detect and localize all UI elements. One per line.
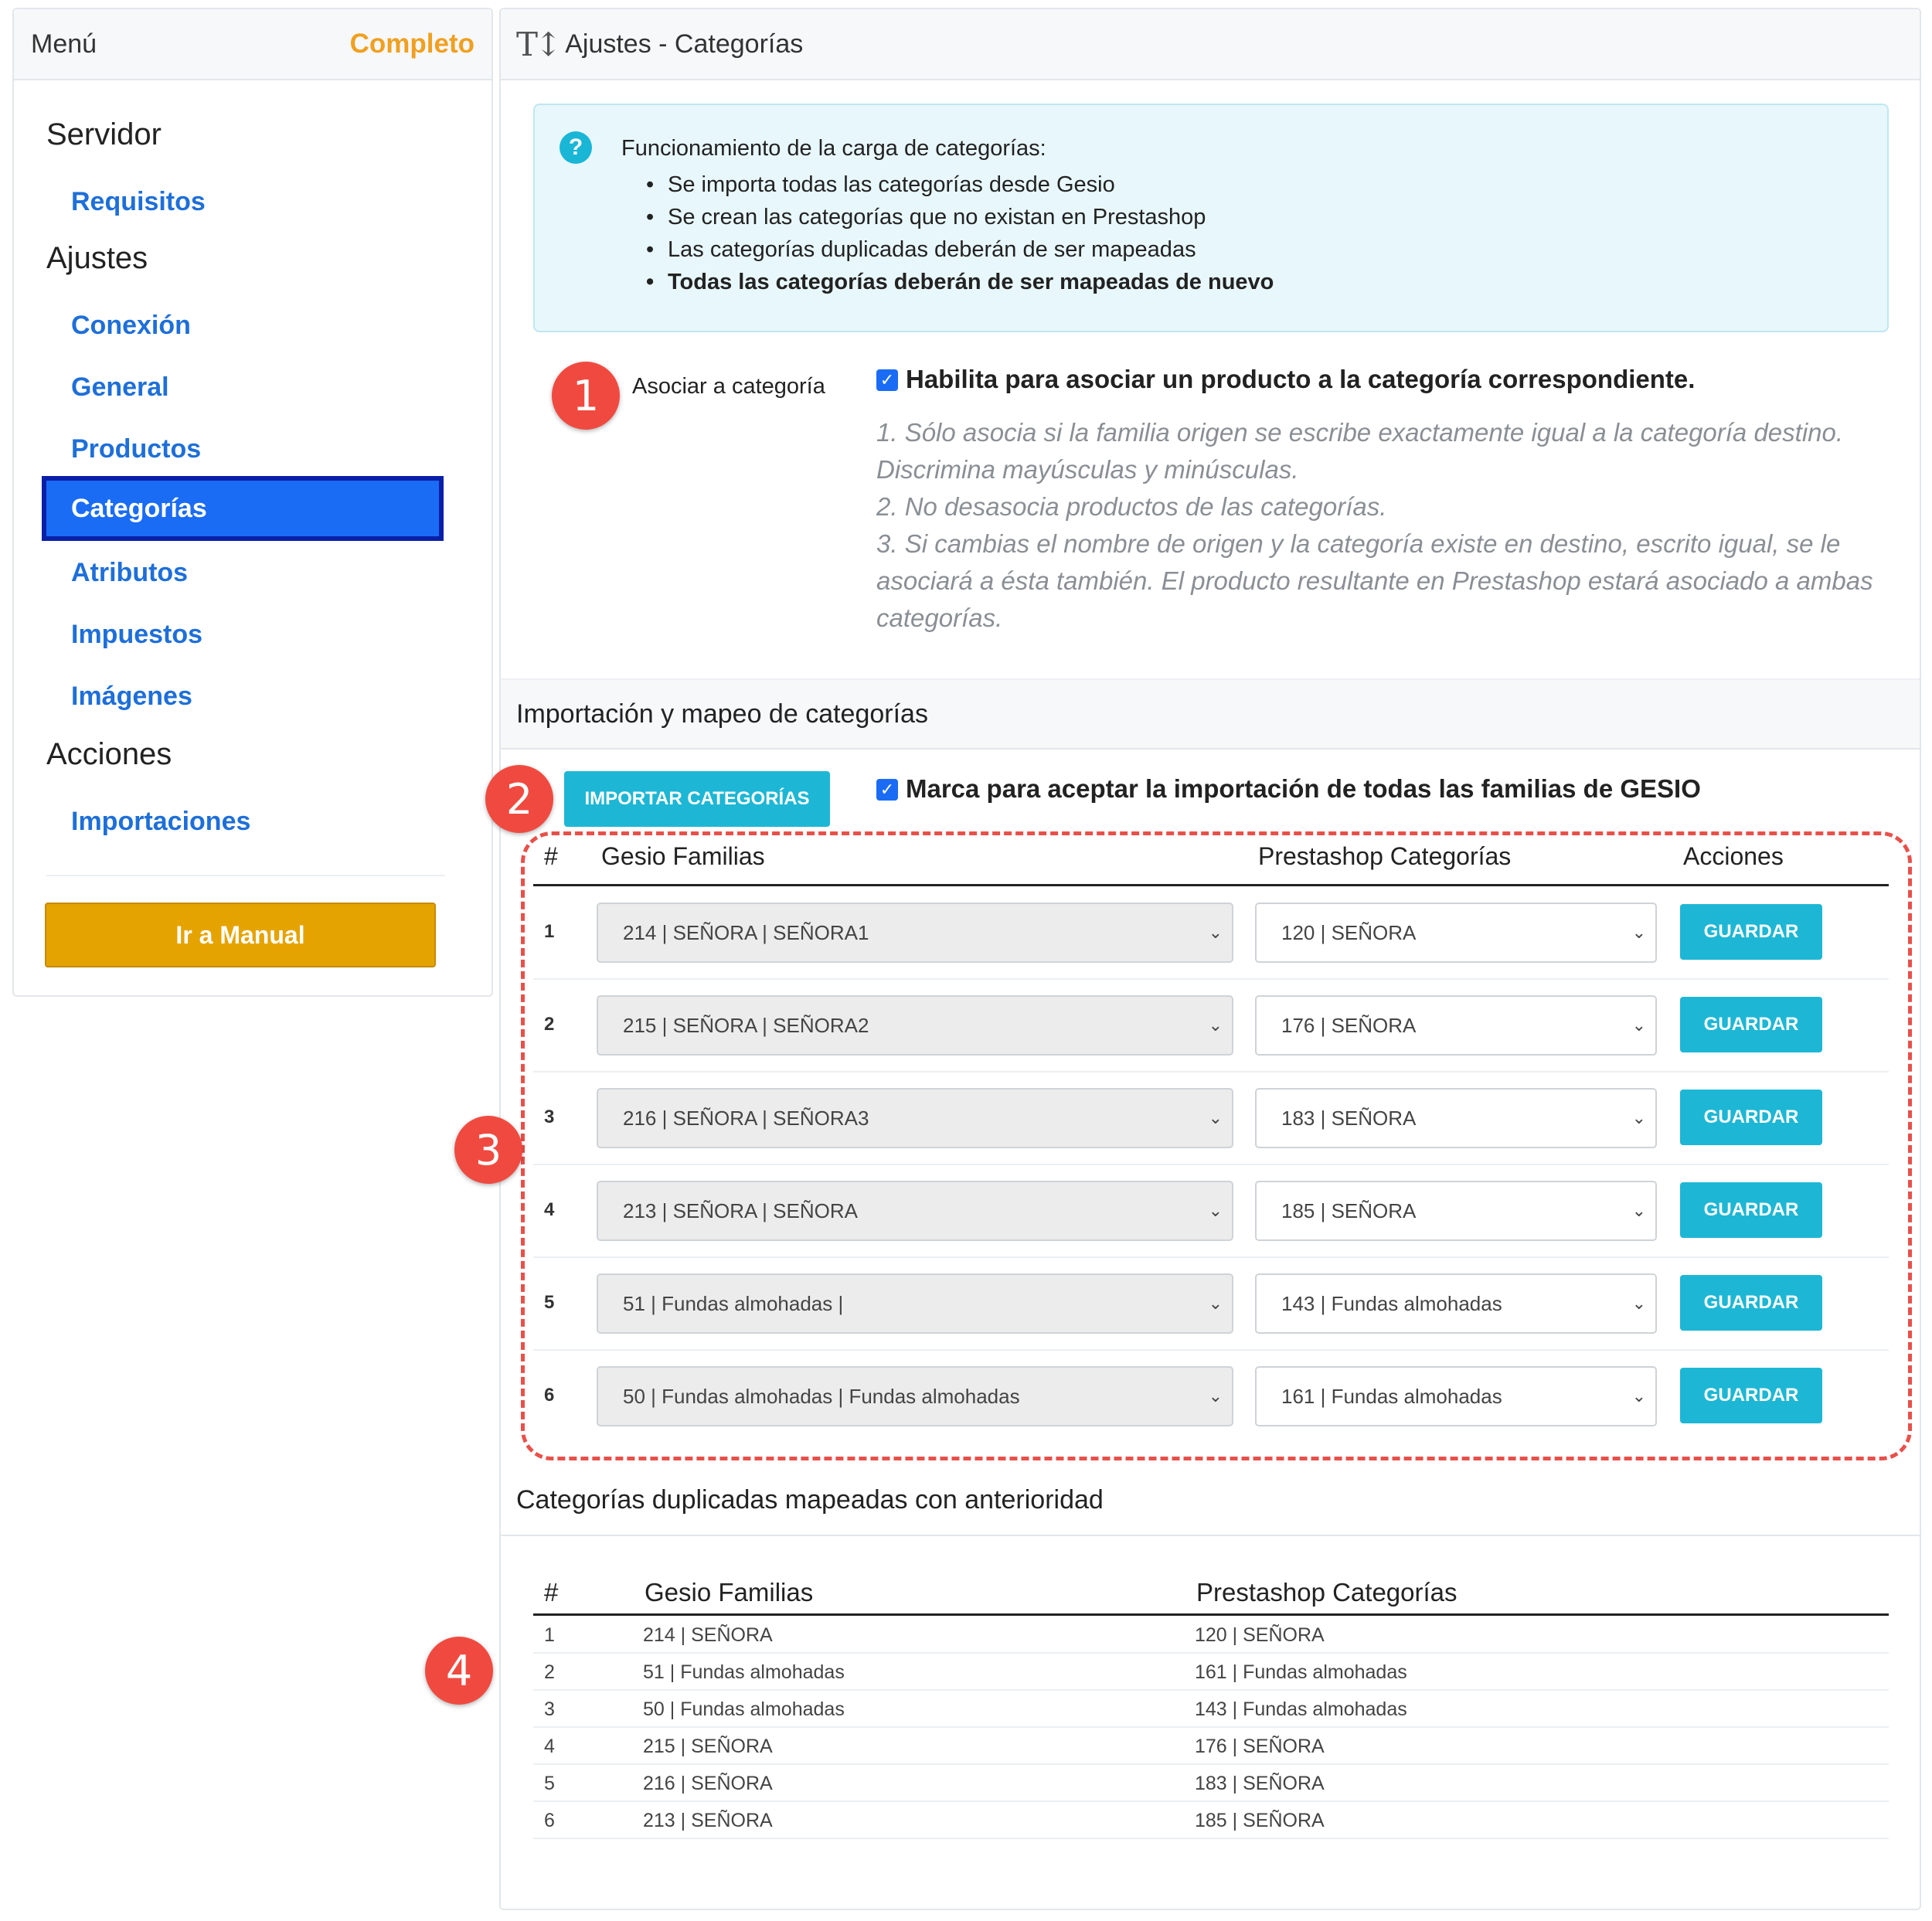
main-panel [445, 8, 1921, 1910]
sidebar-header [14, 9, 492, 80]
col-header-gesio: Gesio Familias [601, 842, 765, 870]
sidebar-item-impuestos[interactable]: Impuestos [71, 620, 203, 649]
chevron-down-icon: ⌄ [1208, 1108, 1223, 1127]
info-item: • Se crean las categorías que no existan en Prestashop [668, 201, 1274, 233]
table-header-rule [533, 884, 1889, 886]
accept-import-label: Marca para aceptar la importación de todas las familias de GESIO [906, 774, 1701, 803]
prestashop-category-select[interactable] [1255, 903, 1657, 963]
chevron-down-icon: ⌄ [1631, 1201, 1646, 1220]
sidebar-item-general[interactable]: General [71, 372, 169, 402]
chevron-down-icon: ⌄ [1208, 1015, 1223, 1035]
gesio-family-select[interactable] [597, 1366, 1233, 1426]
table-row [533, 1765, 1889, 1802]
sidebar-item-imagenes[interactable]: Imágenes [71, 682, 192, 711]
row-number: 4 [544, 1736, 555, 1757]
nav-group-servidor: Servidor [46, 117, 162, 151]
row-number: 5 [544, 1773, 555, 1794]
gesio-family-select[interactable] [597, 903, 1233, 963]
sidebar-menu [12, 8, 493, 997]
page-title: Ajustes - Categorías [565, 29, 804, 59]
col-header-num: # [544, 842, 558, 870]
row-number: 3 [544, 1698, 555, 1720]
select-value: 176 | SEÑORA [1281, 1013, 1417, 1037]
gesio-family-select[interactable] [597, 1088, 1233, 1148]
col-header-actions: Acciones [1683, 842, 1784, 870]
step-badge-1: 1 [552, 362, 620, 430]
save-button[interactable]: GUARDAR [1680, 1368, 1822, 1423]
gesio-family-cell: 213 | SEÑORA [643, 1810, 773, 1831]
step-badge-2: 2 [485, 765, 553, 833]
save-button[interactable]: GUARDAR [1680, 904, 1822, 960]
col-header-prestashop: Prestashop Categorías [1258, 842, 1512, 870]
gesio-family-cell: 216 | SEÑORA [643, 1773, 773, 1794]
prestashop-category-select[interactable] [1255, 1273, 1657, 1334]
text-height-icon: T↕ [516, 25, 560, 63]
associate-label: Asociar a categoría [632, 374, 825, 399]
prestashop-category-cell: 143 | Fundas almohadas [1195, 1698, 1407, 1720]
gesio-family-cell: 51 | Fundas almohadas [643, 1661, 845, 1683]
help-note: 1. Sólo asocia si la familia origen se escribe exactamente igual a la categoría destino. Discrimina mayúsculas y minúsculas. [876, 418, 1844, 484]
info-title: Funcionamiento de la carga de categorías: [621, 136, 1046, 161]
table-row [533, 980, 1889, 1073]
manual-button[interactable]: Ir a Manual [45, 903, 436, 967]
associate-help-text [876, 414, 1889, 637]
chevron-down-icon: ⌄ [1631, 1386, 1646, 1406]
gesio-family-cell: 214 | SEÑORA [643, 1624, 773, 1646]
select-value: 216 | SEÑORA | SEÑORA3 [623, 1106, 869, 1130]
table-row [533, 1073, 1889, 1165]
select-value: 183 | SEÑORA [1281, 1106, 1417, 1130]
row-number: 1 [544, 921, 555, 942]
col-header-gesio: Gesio Familias [645, 1578, 814, 1606]
table-row [533, 1654, 1889, 1691]
save-button[interactable]: GUARDAR [1680, 1182, 1822, 1238]
gesio-family-select[interactable] [597, 1273, 1233, 1334]
sidebar-item-importaciones[interactable]: Importaciones [71, 807, 251, 836]
section-title: Importación y mapeo de categorías [516, 699, 928, 729]
select-value: 185 | SEÑORA [1281, 1198, 1417, 1222]
row-number: 6 [544, 1810, 555, 1831]
prestashop-category-cell: 185 | SEÑORA [1195, 1810, 1325, 1831]
row-number: 6 [544, 1385, 555, 1406]
select-value: 213 | SEÑORA | SEÑORA [623, 1198, 858, 1222]
row-number: 2 [544, 1661, 555, 1683]
select-value: 51 | Fundas almohadas | [623, 1291, 844, 1315]
divider [46, 875, 445, 876]
table-header-rule [533, 1613, 1889, 1616]
select-value: 215 | SEÑORA | SEÑORA2 [623, 1013, 869, 1037]
table-row [533, 1802, 1889, 1839]
associate-checkbox[interactable]: ✓ [876, 369, 898, 391]
sidebar-item-conexion[interactable]: Conexión [71, 311, 191, 340]
sidebar-item-productos[interactable]: Productos [71, 434, 202, 464]
table-row [533, 1691, 1889, 1728]
chevron-down-icon: ⌄ [1208, 1201, 1223, 1220]
status-label: Completo [349, 29, 474, 59]
help-note: 2. No desasocia productos de las categorías. [876, 492, 1387, 521]
info-list [668, 168, 1274, 298]
step-badge-4: 4 [425, 1637, 493, 1705]
chevron-down-icon: ⌄ [1631, 923, 1646, 942]
question-circle-icon: ? [560, 131, 592, 164]
info-item: • Todas las categorías deberán de ser mapeadas de nuevo [668, 266, 1274, 298]
info-item: • Las categorías duplicadas deberán de ser mapeadas [668, 233, 1274, 266]
row-number: 2 [544, 1014, 555, 1035]
save-button[interactable]: GUARDAR [1680, 1275, 1822, 1331]
gesio-family-cell: 215 | SEÑORA [643, 1736, 773, 1757]
table-row [533, 1258, 1889, 1351]
info-item: • Se importa todas las categorías desde Gesio [668, 168, 1274, 201]
sidebar-item-requisitos[interactable]: Requisitos [71, 187, 206, 216]
row-divider [533, 1838, 1889, 1839]
gesio-family-select[interactable] [597, 995, 1233, 1056]
gesio-family-cell: 50 | Fundas almohadas [643, 1698, 845, 1720]
save-button[interactable]: GUARDAR [1680, 1090, 1822, 1145]
row-number: 5 [544, 1292, 555, 1313]
nav-group-ajustes: Ajustes [46, 241, 148, 275]
table-row [533, 1165, 1889, 1258]
help-note: 3. Si cambias el nombre de origen y la categoría existe en destino, escrito igual, se le asociará a ésta también. El producto resultante en Prestashop estará asociado a ambas categorías. [876, 529, 1873, 632]
accept-import-checkbox[interactable]: ✓ [876, 779, 898, 801]
import-section-header [501, 678, 1920, 750]
section-title: Categorías duplicadas mapeadas con anterioridad [516, 1484, 1104, 1515]
select-value: 50 | Fundas almohadas | Fundas almohadas [623, 1384, 1020, 1408]
select-value: 120 | SEÑORA [1281, 920, 1417, 944]
sidebar-item-categorias[interactable]: Categorías [42, 476, 444, 541]
table-row [533, 1351, 1889, 1443]
select-value: 143 | Fundas almohadas [1281, 1291, 1502, 1315]
chevron-down-icon: ⌄ [1208, 1294, 1223, 1313]
select-value: 214 | SEÑORA | SEÑORA1 [623, 920, 869, 944]
associate-checkbox-label: Habilita para asociar un producto a la categoría correspondiente. [906, 365, 1696, 393]
row-number: 4 [544, 1199, 555, 1220]
col-header-prestashop: Prestashop Categorías [1196, 1578, 1458, 1606]
step-badge-3: 3 [454, 1116, 522, 1184]
prestashop-category-cell: 183 | SEÑORA [1195, 1773, 1325, 1794]
prestashop-category-cell: 161 | Fundas almohadas [1195, 1661, 1407, 1683]
nav-group-acciones: Acciones [46, 737, 172, 771]
chevron-down-icon: ⌄ [1631, 1294, 1646, 1313]
prestashop-category-cell: 120 | SEÑORA [1195, 1624, 1325, 1646]
sidebar-item-atributos[interactable]: Atributos [71, 558, 189, 587]
duplicates-section-header [501, 1465, 1920, 1536]
import-categories-button[interactable]: IMPORTAR CATEGORÍAS [564, 771, 830, 827]
col-header-num: # [544, 1578, 559, 1606]
chevron-down-icon: ⌄ [1631, 1015, 1646, 1035]
table-row [533, 1728, 1889, 1765]
save-button[interactable]: GUARDAR [1680, 997, 1822, 1052]
table-row [533, 1617, 1889, 1654]
row-number: 3 [544, 1107, 555, 1127]
prestashop-category-select[interactable] [1255, 1181, 1657, 1241]
sidebar-title: Menú [31, 29, 97, 59]
select-value: 161 | Fundas almohadas [1281, 1384, 1502, 1408]
prestashop-category-select[interactable] [1255, 1088, 1657, 1148]
prestashop-category-select[interactable] [1255, 995, 1657, 1056]
chevron-down-icon: ⌄ [1208, 1386, 1223, 1406]
info-alert [533, 104, 1889, 332]
chevron-down-icon: ⌄ [1631, 1108, 1646, 1127]
prestashop-category-select[interactable] [1255, 1366, 1657, 1426]
row-number: 1 [544, 1624, 555, 1646]
table-row [533, 887, 1889, 980]
chevron-down-icon: ⌄ [1208, 923, 1223, 942]
gesio-family-select[interactable] [597, 1181, 1233, 1241]
prestashop-category-cell: 176 | SEÑORA [1195, 1736, 1325, 1757]
main-header [501, 9, 1920, 80]
